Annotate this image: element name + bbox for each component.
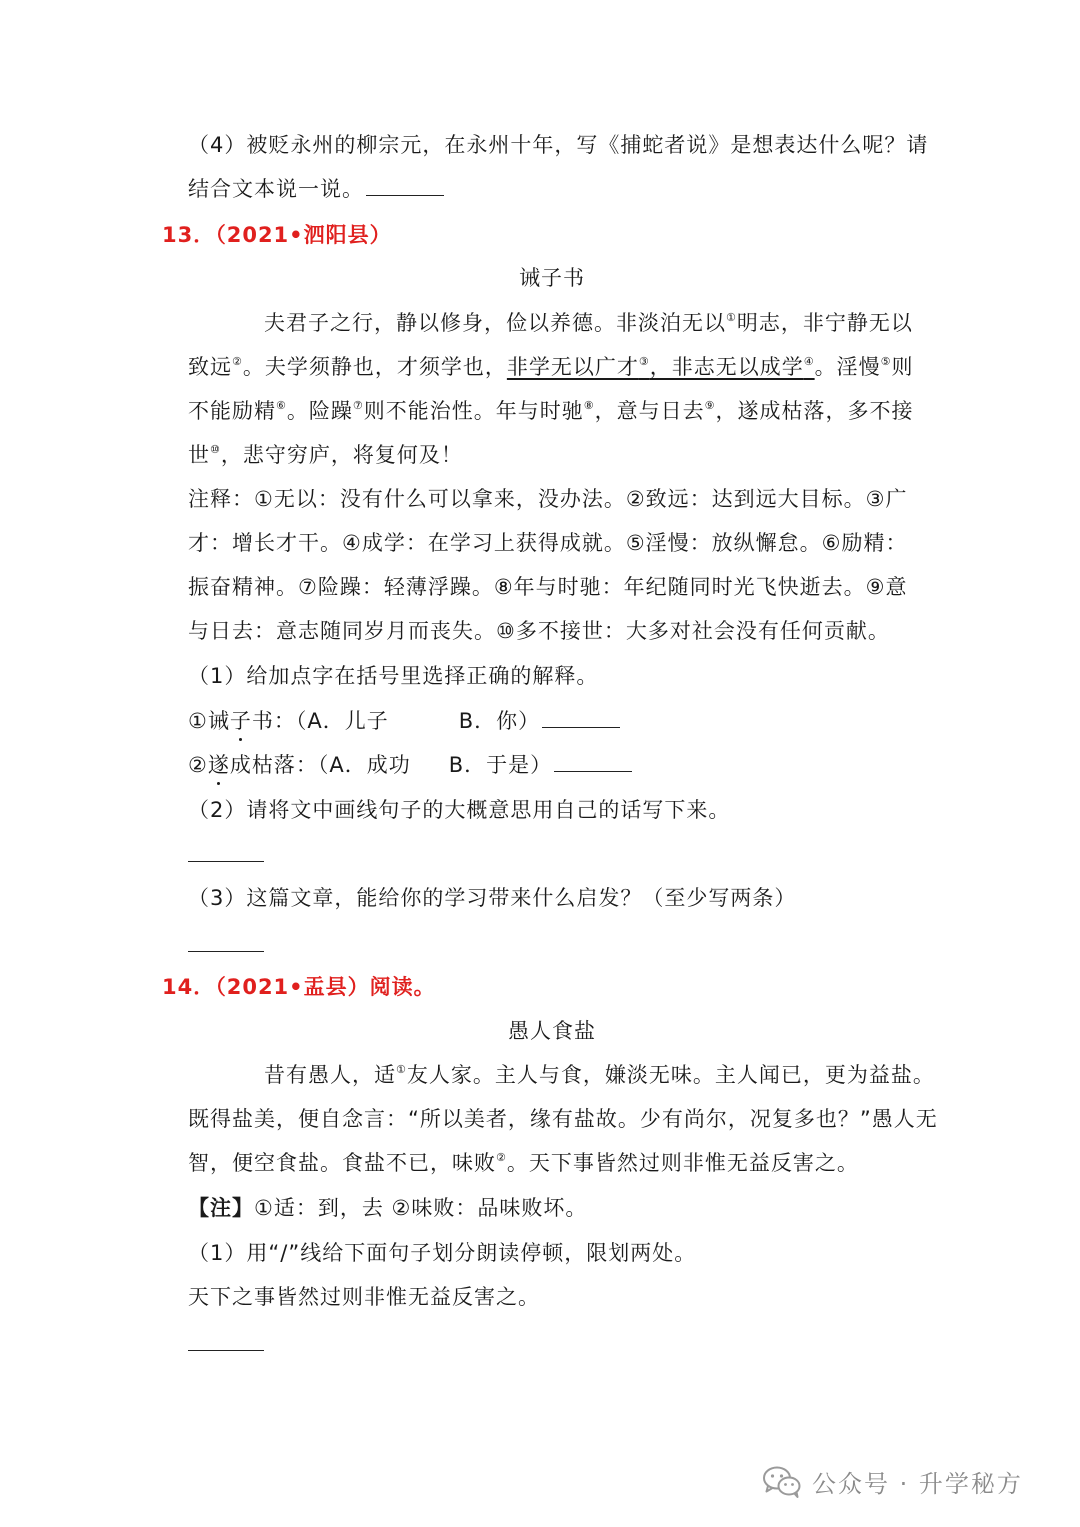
- answer-blank: [542, 726, 620, 728]
- sub-question-1: （1）给加点字在括号里选择正确的解释。: [188, 664, 599, 688]
- option-row-1: ①诫子书：（A．儿子 B．你）: [188, 706, 620, 736]
- passage-title: 诫子书: [519, 266, 585, 290]
- passage-line: 昔有愚人，适①友人家。主人与食，嫌淡无味。主人闻已，更为益盐。: [264, 1063, 935, 1087]
- annotation-line: 与日去：意志随同岁月而丧失。⑩多不接世：大多对社会没有任何贡献。: [188, 619, 890, 643]
- wechat-icon: [762, 1465, 802, 1499]
- watermark-text: 公众号 · 升学秘方: [812, 1470, 1023, 1498]
- passage-line: 既得盐美，便自念言：“所以美者，缘有盐故。少有尚尔，况复多也？”愚人无: [188, 1107, 938, 1131]
- question-12-4-line2: 结合文本说一说。: [188, 174, 444, 204]
- sub-question-1: （1）用“/”线给下面句子划分朗读停顿，限划两处。: [188, 1241, 697, 1265]
- sub-question-2: （2）请将文中画线句子的大概意思用自己的话写下来。: [188, 798, 731, 822]
- annotation-line: 【注】①适：到，去 ②味败：品味败坏。: [188, 1196, 588, 1220]
- passage-line: 夫君子之行，静以修身，俭以养德。非淡泊无以①明志，非宁静无以: [264, 311, 913, 335]
- answer-blank: [188, 861, 264, 862]
- question-12-4-line1: （4）被贬永州的柳宗元，在永州十年，写《捕蛇者说》是想表达什么呢？请: [188, 133, 929, 157]
- answer-blank: [366, 194, 444, 196]
- passage-line: 致远②。夫学须静也，才须学也，非学无以广才③，非志无以成学④。淫慢⑤则: [188, 355, 914, 379]
- sub-question-3: （3）这篇文章，能给你的学习带来什么启发？（至少写两条）: [188, 886, 797, 910]
- sentence-to-mark: 天下之事皆然过则非惟无益反害之。: [188, 1285, 540, 1309]
- emphasis-dot-char: 遂: [208, 750, 230, 780]
- annotation-line: 振奋精神。⑦险躁：轻薄浮躁。⑧年与时驰：年纪随同时光飞快逝去。⑨意: [188, 575, 908, 599]
- option-row-2: ②遂成枯落：（A．成功 B．于是）: [188, 750, 632, 780]
- question-14-header: 14．（2021•盂县）阅读。: [162, 975, 436, 999]
- answer-blank: [554, 770, 632, 772]
- passage-title: 愚人食盐: [508, 1019, 596, 1043]
- annotation-line: 注释：①无以：没有什么可以拿来，没办法。②致远：达到远大目标。③广: [188, 487, 908, 511]
- answer-blank: [188, 951, 264, 952]
- watermark: [762, 1464, 1023, 1499]
- passage-line: 世⑩，悲守穷庐，将复何及！: [188, 443, 463, 467]
- annotation-line: 才：增长才干。④成学：在学习上获得成就。⑤淫慢：放纵懈怠。⑥励精：: [188, 531, 908, 555]
- emphasis-dot-char: 子: [230, 706, 252, 736]
- underlined-sentence: 非学无以广才③，非志无以成学④: [506, 355, 815, 379]
- passage-line: 智，便空食盐。食盐不已，味败②。天下事皆然过则非惟无益反害之。: [188, 1151, 859, 1175]
- passage-line: 不能励精⑥。险躁⑦则不能治性。年与时驰⑧，意与日去⑨，遂成枯落，多不接: [188, 399, 914, 423]
- answer-blank: [188, 1350, 264, 1351]
- question-13-header: 13．（2021•泗阳县）: [162, 223, 392, 247]
